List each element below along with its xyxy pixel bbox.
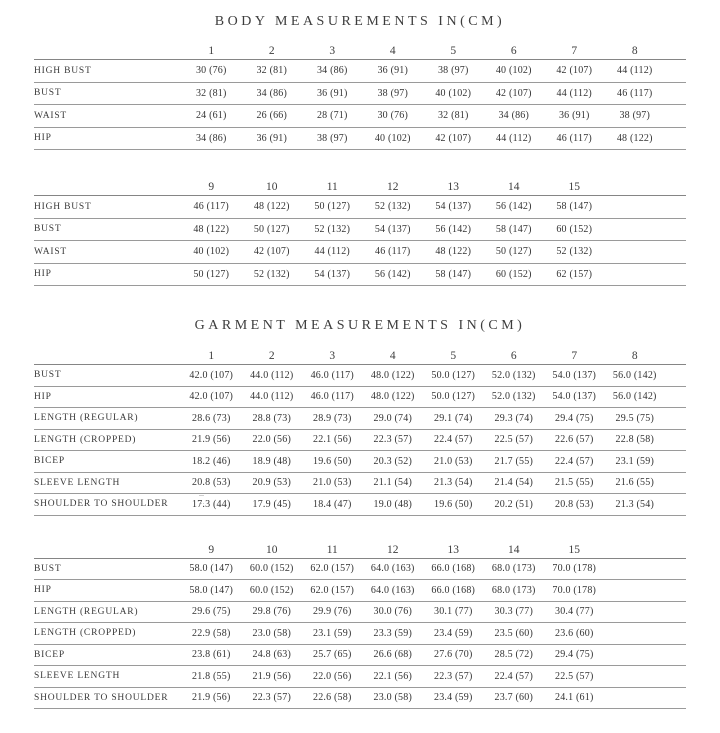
measurement-value: 22.3 (57) bbox=[252, 692, 291, 704]
table-row bbox=[34, 580, 686, 602]
measurement-value: 32 (81) bbox=[195, 87, 227, 99]
measurement-value: 22.5 (57) bbox=[494, 434, 533, 446]
measurement-value: 34 (86) bbox=[316, 65, 348, 77]
measurement-value: 40 (102) bbox=[435, 87, 472, 99]
measurement-value: 23.7 (60) bbox=[494, 692, 533, 704]
measurement-value: 23.8 (61) bbox=[192, 649, 231, 661]
size-column-header: 1 bbox=[208, 45, 215, 57]
measurement-value: 29.4 (75) bbox=[555, 649, 594, 661]
measurement-value: 52 (132) bbox=[556, 246, 593, 258]
size-column-header: 5 bbox=[450, 45, 457, 57]
measurement-value: 44 (112) bbox=[496, 132, 532, 144]
size-column-header: 1 bbox=[208, 350, 215, 362]
measurement-value: 48.0 (122) bbox=[370, 391, 415, 403]
measurement-value: 18.4 (47) bbox=[313, 498, 352, 510]
measurement-label: BICEP bbox=[34, 649, 65, 660]
measurement-label: SLEEVE LENGTH bbox=[34, 477, 121, 488]
measurement-value: 22.4 (57) bbox=[494, 670, 533, 682]
measurement-value: 56 (142) bbox=[374, 268, 411, 280]
measurement-value: 44.0 (112) bbox=[250, 391, 294, 403]
measurement-value: 28.9 (73) bbox=[313, 412, 352, 424]
table-row bbox=[34, 219, 686, 242]
measurement-value: 50 (127) bbox=[193, 268, 230, 280]
measurement-label: BICEP bbox=[34, 456, 65, 467]
measurement-value: 21.3 (54) bbox=[434, 477, 473, 489]
measurement-value: 54 (137) bbox=[435, 201, 472, 213]
measurement-value: 42.0 (107) bbox=[189, 369, 234, 381]
measurement-value: 23.5 (60) bbox=[494, 627, 533, 639]
measurement-value: 28.8 (73) bbox=[252, 412, 291, 424]
size-column-header: 12 bbox=[387, 181, 399, 193]
size-column-header: 9 bbox=[208, 543, 215, 556]
measurement-value: 21.6 (55) bbox=[615, 477, 654, 489]
measurement-value: 58 (147) bbox=[556, 201, 593, 213]
measurement-value: 40 (102) bbox=[495, 65, 532, 77]
size-column-header: 14 bbox=[508, 181, 520, 193]
size-chart-page bbox=[0, 13, 720, 709]
measurement-value: 44 (112) bbox=[617, 65, 653, 77]
measurement-value: 64.0 (163) bbox=[370, 584, 415, 596]
measurement-value: 62.0 (157) bbox=[310, 584, 355, 596]
size-header-row bbox=[34, 176, 686, 196]
measurement-value: 29.8 (76) bbox=[252, 606, 291, 618]
table-row bbox=[34, 494, 686, 516]
measurement-label: HIP bbox=[34, 391, 52, 402]
size-column-header: 4 bbox=[389, 350, 396, 362]
measurement-value: 28.5 (72) bbox=[494, 649, 533, 661]
measurement-value: 54.0 (137) bbox=[552, 369, 597, 381]
measurement-value: 22.3 (57) bbox=[373, 434, 412, 446]
measurement-value: 52.0 (132) bbox=[491, 391, 536, 403]
measurement-label: BUST bbox=[34, 224, 62, 235]
measurement-value: 54 (137) bbox=[374, 223, 411, 235]
measurement-label: WAIST bbox=[34, 110, 68, 121]
measurement-value: 46 (117) bbox=[193, 201, 229, 213]
measurement-value: 68.0 (173) bbox=[491, 563, 536, 575]
measurement-value: 44 (112) bbox=[314, 246, 350, 258]
measurement-value: 26.6 (68) bbox=[373, 649, 412, 661]
table-row bbox=[34, 387, 686, 409]
measurement-value: 38 (97) bbox=[316, 132, 348, 144]
measurement-value: 22.8 (58) bbox=[615, 434, 654, 446]
measurement-value: 64.0 (163) bbox=[370, 563, 415, 575]
measurement-label: SHOULDER TO SHOULDER bbox=[34, 499, 169, 510]
measurement-value: 29.4 (75) bbox=[555, 412, 594, 424]
measurement-value: 50 (127) bbox=[495, 246, 532, 258]
size-header-row bbox=[34, 345, 686, 365]
size-column-header: 13 bbox=[447, 543, 459, 556]
table-row bbox=[34, 83, 686, 106]
measurement-value: 36 (91) bbox=[316, 87, 348, 99]
measurement-value: 48 (122) bbox=[193, 223, 230, 235]
measurement-value: 22.9 (58) bbox=[192, 627, 231, 639]
body-measurements-table-sizes-9-15 bbox=[34, 176, 686, 286]
measurement-value: 17.9 (45) bbox=[252, 498, 291, 510]
measurement-value: 22.0 (56) bbox=[313, 670, 352, 682]
measurement-value: 56 (142) bbox=[495, 201, 532, 213]
measurement-label: HIP bbox=[34, 133, 52, 144]
measurement-value: 19.6 (50) bbox=[434, 498, 473, 510]
size-column-header: 5 bbox=[450, 350, 457, 362]
measurement-value: 54 (137) bbox=[314, 268, 351, 280]
size-column-header: 6 bbox=[510, 45, 517, 57]
table-row bbox=[34, 559, 686, 581]
measurement-value: 46 (117) bbox=[617, 87, 653, 99]
measurement-value: 50.0 (127) bbox=[431, 369, 476, 381]
measurement-value: 20.8 (53) bbox=[555, 498, 594, 510]
measurement-value: 66.0 (168) bbox=[431, 563, 476, 575]
size-column-header: 3 bbox=[329, 45, 336, 57]
measurement-value: 56 (142) bbox=[435, 223, 472, 235]
measurement-value: 18.2 (46) bbox=[192, 455, 231, 467]
size-column-header: 10 bbox=[266, 181, 278, 193]
measurement-value: 70.0 (178) bbox=[552, 563, 597, 575]
measurement-value: 19.0 (48) bbox=[373, 498, 412, 510]
measurement-value: 60 (152) bbox=[495, 268, 532, 280]
measurement-value: 34 (86) bbox=[256, 87, 288, 99]
size-column-header: 2 bbox=[268, 45, 275, 57]
size-column-header: 7 bbox=[571, 45, 578, 57]
measurement-value: 20.9 (53) bbox=[252, 477, 291, 489]
measurement-value: 18.9 (48) bbox=[252, 455, 291, 467]
measurement-value: 58 (147) bbox=[495, 223, 532, 235]
measurement-value: 42 (107) bbox=[253, 246, 290, 258]
measurement-value: 68.0 (173) bbox=[491, 584, 536, 596]
measurement-value: 62.0 (157) bbox=[310, 563, 355, 575]
measurement-value: 42 (107) bbox=[556, 65, 593, 77]
measurement-value: 30.3 (77) bbox=[494, 606, 533, 618]
measurement-value: 60.0 (152) bbox=[249, 584, 294, 596]
size-column-header: 10 bbox=[266, 543, 278, 556]
size-header-row bbox=[34, 539, 686, 559]
measurement-label: LENGTH (CROPPED) bbox=[34, 434, 137, 445]
measurement-value: 46.0 (117) bbox=[310, 391, 354, 403]
measurement-value: 50 (127) bbox=[314, 201, 351, 213]
measurement-label: LENGTH (REGULAR) bbox=[34, 606, 139, 617]
measurement-value: 62 (157) bbox=[556, 268, 593, 280]
table-row bbox=[34, 688, 686, 710]
measurement-value: 21.9 (56) bbox=[252, 670, 291, 682]
measurement-value: 30 (76) bbox=[377, 110, 409, 122]
table-row bbox=[34, 645, 686, 667]
measurement-value: 22.4 (57) bbox=[555, 455, 594, 467]
measurement-value: 23.4 (59) bbox=[434, 692, 473, 704]
measurement-value: 42 (107) bbox=[435, 132, 472, 144]
measurement-value: 44.0 (112) bbox=[250, 369, 294, 381]
measurement-value: 58.0 (147) bbox=[189, 584, 234, 596]
measurement-value: 60 (152) bbox=[556, 223, 593, 235]
measurement-value: 52 (132) bbox=[374, 201, 411, 213]
measurement-value: 27.6 (70) bbox=[434, 649, 473, 661]
measurement-value: 23.1 (59) bbox=[313, 627, 352, 639]
measurement-value: 23.0 (58) bbox=[373, 692, 412, 704]
measurement-value: 38 (97) bbox=[619, 110, 651, 122]
measurement-label: LENGTH (REGULAR) bbox=[34, 413, 139, 424]
size-header-row bbox=[34, 40, 686, 60]
measurement-value: 23.0 (58) bbox=[252, 627, 291, 639]
measurement-value: 44 (112) bbox=[556, 87, 592, 99]
measurement-value: 29.3 (74) bbox=[494, 412, 533, 424]
measurement-value: 46 (117) bbox=[375, 246, 411, 258]
size-column-header: 8 bbox=[631, 350, 638, 362]
measurement-value: 22.4 (57) bbox=[434, 434, 473, 446]
measurement-value: 30.0 (76) bbox=[373, 606, 412, 618]
size-column-header: 6 bbox=[510, 350, 517, 362]
measurement-value: 58 (147) bbox=[435, 268, 472, 280]
size-column-header: 15 bbox=[568, 181, 580, 193]
measurement-value: 22.3 (57) bbox=[434, 670, 473, 682]
measurement-value: 52.0 (132) bbox=[491, 369, 536, 381]
measurement-value: 22.6 (58) bbox=[313, 692, 352, 704]
measurement-value: 21.0 (53) bbox=[313, 477, 352, 489]
table-row bbox=[34, 666, 686, 688]
measurement-value: 23.3 (59) bbox=[373, 627, 412, 639]
measurement-value: 23.6 (60) bbox=[555, 627, 594, 639]
measurement-value: 48 (122) bbox=[253, 201, 290, 213]
measurement-value: 56.0 (142) bbox=[612, 391, 657, 403]
size-column-header: 8 bbox=[631, 45, 638, 57]
measurement-value: 38 (97) bbox=[377, 87, 409, 99]
measurement-value: 29.6 (75) bbox=[192, 606, 231, 618]
measurement-value: 21.0 (53) bbox=[434, 455, 473, 467]
size-column-header: 12 bbox=[387, 543, 399, 556]
measurement-value: 21.3 (54) bbox=[615, 498, 654, 510]
measurement-value: 22.1 (56) bbox=[313, 434, 352, 446]
garment-measurements-table-sizes-1-8 bbox=[34, 345, 686, 516]
measurement-value: 22.0 (56) bbox=[252, 434, 291, 446]
scan-smudge-artifact bbox=[199, 495, 204, 504]
measurement-value: 58.0 (147) bbox=[189, 563, 234, 575]
measurement-value: 36 (91) bbox=[377, 65, 409, 77]
size-column-header: 2 bbox=[268, 350, 275, 362]
size-column-header: 3 bbox=[329, 350, 336, 362]
measurement-value: 23.1 (59) bbox=[615, 455, 654, 467]
measurement-value: 25.7 (65) bbox=[313, 649, 352, 661]
measurement-value: 28 (71) bbox=[316, 110, 348, 122]
measurement-value: 26 (66) bbox=[256, 110, 288, 122]
size-column-header: 15 bbox=[568, 543, 580, 556]
table-row bbox=[34, 473, 686, 495]
measurement-value: 22.6 (57) bbox=[555, 434, 594, 446]
measurement-value: 50 (127) bbox=[253, 223, 290, 235]
measurement-label: BUST bbox=[34, 563, 62, 574]
measurement-value: 42 (107) bbox=[495, 87, 532, 99]
measurement-value: 20.2 (51) bbox=[494, 498, 533, 510]
measurement-value: 36 (91) bbox=[558, 110, 590, 122]
measurement-value: 30.1 (77) bbox=[434, 606, 473, 618]
measurement-value: 29.5 (75) bbox=[615, 412, 654, 424]
measurement-value: 42.0 (107) bbox=[189, 391, 234, 403]
table-row bbox=[34, 196, 686, 219]
measurement-value: 28.6 (73) bbox=[192, 412, 231, 424]
table-row bbox=[34, 241, 686, 264]
measurement-value: 60.0 (152) bbox=[249, 563, 294, 575]
measurement-value: 21.7 (55) bbox=[494, 455, 533, 467]
measurement-value: 29.1 (74) bbox=[434, 412, 473, 424]
measurement-value: 20.3 (52) bbox=[373, 455, 412, 467]
measurement-value: 52 (132) bbox=[314, 223, 351, 235]
table-row bbox=[34, 430, 686, 452]
table-row bbox=[34, 408, 686, 430]
measurement-label: BUST bbox=[34, 88, 62, 99]
measurement-value: 50.0 (127) bbox=[431, 391, 476, 403]
measurement-value: 56.0 (142) bbox=[612, 369, 657, 381]
measurement-value: 20.8 (53) bbox=[192, 477, 231, 489]
measurement-value: 40 (102) bbox=[193, 246, 230, 258]
measurement-label: HIP bbox=[34, 269, 52, 280]
measurement-value: 46.0 (117) bbox=[310, 369, 354, 381]
measurement-value: 36 (91) bbox=[256, 132, 288, 144]
table-row bbox=[34, 451, 686, 473]
measurement-value: 24 (61) bbox=[195, 110, 227, 122]
measurement-value: 21.5 (55) bbox=[555, 477, 594, 489]
measurement-value: 21.8 (55) bbox=[192, 670, 231, 682]
size-column-header: 14 bbox=[508, 543, 520, 556]
measurement-value: 24.8 (63) bbox=[252, 649, 291, 661]
measurement-value: 48.0 (122) bbox=[370, 369, 415, 381]
measurement-value: 48 (122) bbox=[616, 132, 653, 144]
size-column-header: 13 bbox=[447, 181, 459, 193]
garment-measurements-table-sizes-9-15 bbox=[34, 539, 686, 710]
measurement-label: HIGH BUST bbox=[34, 201, 92, 212]
measurement-label: SHOULDER TO SHOULDER bbox=[34, 692, 169, 703]
size-column-header: 7 bbox=[571, 350, 578, 362]
measurement-value: 21.4 (54) bbox=[494, 477, 533, 489]
size-column-header: 9 bbox=[208, 181, 215, 193]
measurement-label: WAIST bbox=[34, 246, 68, 257]
measurement-value: 29.9 (76) bbox=[313, 606, 352, 618]
measurement-value: 66.0 (168) bbox=[431, 584, 476, 596]
table-row bbox=[34, 602, 686, 624]
measurement-value: 70.0 (178) bbox=[552, 584, 597, 596]
size-column-header: 4 bbox=[389, 45, 396, 57]
body-measurements-title: BODY MEASUREMENTS IN(CM) bbox=[214, 14, 506, 29]
measurement-value: 21.9 (56) bbox=[192, 434, 231, 446]
measurement-value: 19.6 (50) bbox=[313, 455, 352, 467]
measurement-label: SLEEVE LENGTH bbox=[34, 671, 121, 682]
measurement-value: 38 (97) bbox=[437, 65, 469, 77]
garment-measurements-title: GARMENT MEASUREMENTS IN(CM) bbox=[194, 318, 526, 333]
table-row bbox=[34, 105, 686, 128]
table-row bbox=[34, 128, 686, 151]
measurement-value: 29.0 (74) bbox=[373, 412, 412, 424]
table-row bbox=[34, 264, 686, 287]
size-column-header: 11 bbox=[326, 181, 338, 193]
measurement-value: 52 (132) bbox=[253, 268, 290, 280]
measurement-value: 22.5 (57) bbox=[555, 670, 594, 682]
table-row bbox=[34, 365, 686, 387]
measurement-label: HIGH BUST bbox=[34, 65, 92, 76]
measurement-value: 30.4 (77) bbox=[555, 606, 594, 618]
measurement-value: 48 (122) bbox=[435, 246, 472, 258]
measurement-value: 21.9 (56) bbox=[192, 692, 231, 704]
measurement-value: 30 (76) bbox=[195, 65, 227, 77]
measurement-value: 24.1 (61) bbox=[555, 692, 594, 704]
size-column-header: 11 bbox=[326, 543, 338, 556]
measurement-value: 21.1 (54) bbox=[373, 477, 412, 489]
table-row bbox=[34, 623, 686, 645]
measurement-value: 17.3 (44) bbox=[192, 498, 231, 510]
measurement-value: 23.4 (59) bbox=[434, 627, 473, 639]
measurement-label: BUST bbox=[34, 370, 62, 381]
measurement-value: 34 (86) bbox=[498, 110, 530, 122]
measurement-value: 32 (81) bbox=[256, 65, 288, 77]
measurement-value: 34 (86) bbox=[195, 132, 227, 144]
measurement-value: 22.1 (56) bbox=[373, 670, 412, 682]
measurement-label: LENGTH (CROPPED) bbox=[34, 628, 137, 639]
body-measurements-table-sizes-1-8 bbox=[34, 40, 686, 150]
table-row bbox=[34, 60, 686, 83]
measurement-value: 32 (81) bbox=[437, 110, 469, 122]
measurement-value: 46 (117) bbox=[556, 132, 592, 144]
measurement-value: 54.0 (137) bbox=[552, 391, 597, 403]
measurement-value: 40 (102) bbox=[374, 132, 411, 144]
measurement-label: HIP bbox=[34, 585, 52, 596]
